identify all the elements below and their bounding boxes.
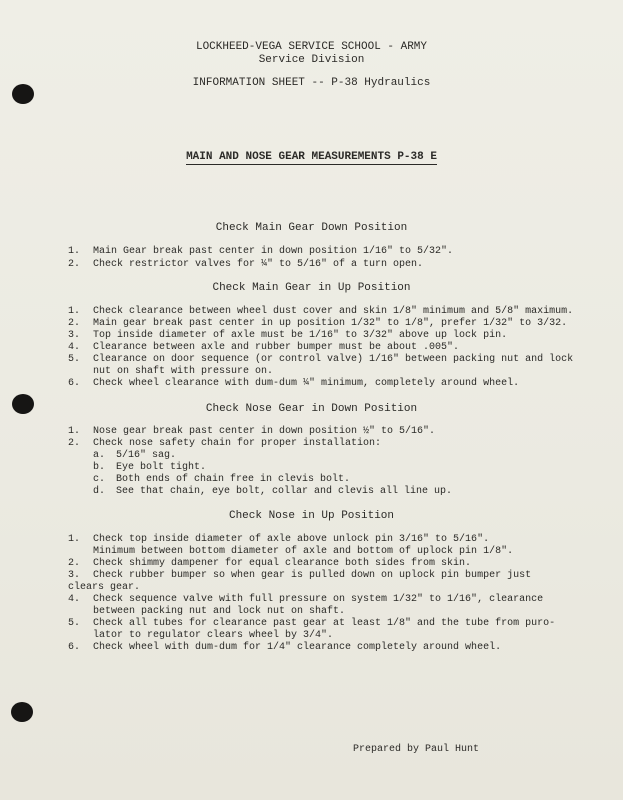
item-text: Check wheel clearance with dum-dum ¼" minimum, completely around wheel.	[93, 378, 520, 389]
item-text: Check shimmy dampener for equal clearance both sides from skin.	[93, 558, 472, 569]
item-number: 3.	[68, 570, 81, 581]
item-number: 3.	[68, 330, 81, 341]
item-text: Clearance on door sequence (or control valve) 1/16" between packing nut and lock	[93, 354, 574, 365]
section-heading-main-down: Check Main Gear Down Position	[215, 222, 408, 234]
subitem-text: 5/16" sag.	[116, 450, 177, 461]
item-text: Check rubber bumper so when gear is pulled down on uplock pin bumper just	[93, 570, 532, 581]
subitem-text: See that chain, eye bolt, collar and clevis all line up.	[116, 486, 453, 497]
item-text: Check clearance between wheel dust cover and skin 1/8" minimum and 5/8" maximum.	[93, 306, 574, 317]
item-text: Clearance between axle and rubber bumper must be about .005".	[93, 342, 460, 353]
item-continuation: lator to regulator clears wheel by 3/4".	[93, 630, 334, 641]
prepared-by: Prepared by Paul Hunt	[353, 744, 480, 755]
info-sheet-header: INFORMATION SHEET -- P-38 Hydraulics	[192, 77, 431, 89]
item-number: 2.	[68, 259, 81, 270]
subitem-letter: d.	[93, 486, 106, 497]
item-number: 4.	[68, 594, 81, 605]
item-text: Top inside diameter of axle must be 1/16" to 3/32" above up lock pin.	[93, 330, 508, 341]
document-title	[0, 151, 623, 163]
item-text: Check top inside diameter of axle above unlock pin 3/16" to 5/16".	[93, 534, 490, 545]
item-number: 1.	[68, 246, 81, 257]
item-number: 2.	[68, 558, 81, 569]
subitem-text: Eye bolt tight.	[116, 462, 207, 473]
subitem-letter: c.	[93, 474, 106, 485]
item-number: 5.	[68, 618, 81, 629]
item-continuation: Minimum between bottom diameter of axle and bottom of uplock pin 1/8".	[93, 546, 514, 557]
school-header: LOCKHEED-VEGA SERVICE SCHOOL - ARMY	[195, 41, 428, 53]
item-number: 2.	[68, 438, 81, 449]
item-text: Check all tubes for clearance past gear at least 1/8" and the tube from puro-	[93, 618, 556, 629]
item-number: 4.	[68, 342, 81, 353]
item-continuation: clears gear.	[68, 582, 141, 593]
item-number: 1.	[68, 426, 81, 437]
item-text: Nose gear break past center in down position ½" to 5/16".	[93, 426, 436, 437]
item-text: Check restrictor valves for ¼" to 5/16" of a turn open.	[93, 259, 424, 270]
item-text: Check nose safety chain for proper installation:	[93, 438, 382, 449]
item-number: 6.	[68, 378, 81, 389]
item-continuation: between packing nut and lock nut on shaft.	[93, 606, 346, 617]
item-text: Check sequence valve with full pressure on system 1/32" to 1/16", clearance	[93, 594, 544, 605]
section-heading-nose-down: Check Nose Gear in Down Position	[205, 403, 418, 415]
subitem-letter: a.	[93, 450, 106, 461]
subitem-text: Both ends of chain free in clevis bolt.	[116, 474, 351, 485]
document-title-text: MAIN AND NOSE GEAR MEASUREMENTS P-38 E	[186, 151, 437, 163]
item-number: 6.	[68, 642, 81, 653]
item-number: 5.	[68, 354, 81, 365]
item-text: Check wheel with dum-dum for 1/4" clearance completely around wheel.	[93, 642, 502, 653]
item-number: 1.	[68, 534, 81, 545]
item-number: 2.	[68, 318, 81, 329]
subitem-letter: b.	[93, 462, 106, 473]
section-heading-nose-up: Check Nose in Up Position	[228, 510, 395, 522]
item-continuation: nut on shaft with pressure on.	[93, 366, 274, 377]
item-text: Main gear break past center in up position 1/32" to 1/8", prefer 1/32" to 3/32.	[93, 318, 568, 329]
item-text: Main Gear break past center in down position 1/16" to 5/32".	[93, 246, 454, 257]
division-header: Service Division	[258, 54, 365, 66]
section-heading-main-up: Check Main Gear in Up Position	[212, 282, 411, 294]
item-number: 1.	[68, 306, 81, 317]
punch-hole-bottom	[11, 702, 33, 722]
